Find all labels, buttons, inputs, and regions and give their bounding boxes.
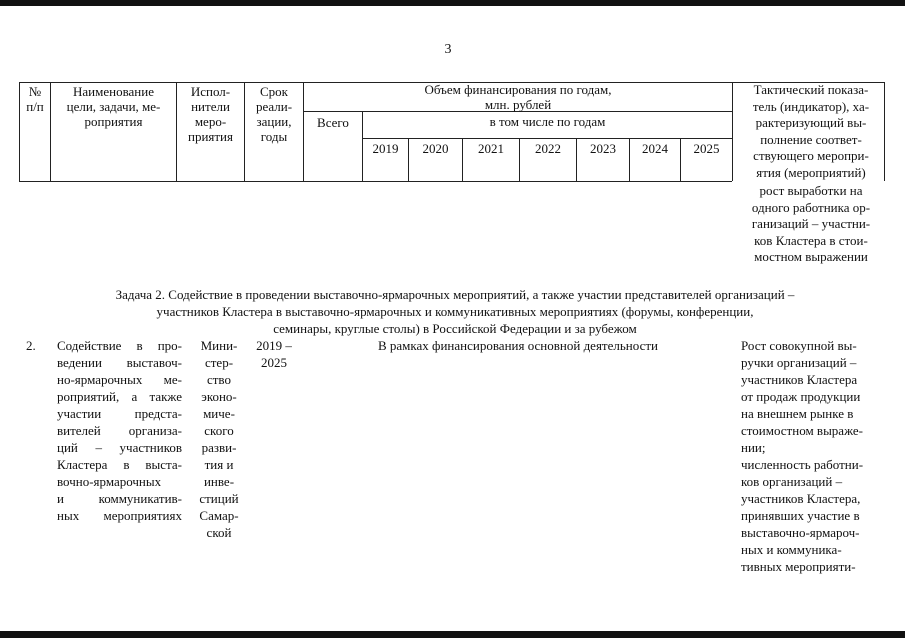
- year-2019: 2019: [372, 141, 399, 156]
- page-number: 3: [444, 42, 452, 57]
- previous-indicator-continuation: рост выработки на одного работника ор- ганизаций – участни- ков Кластера в стои- мостном выражении: [751, 183, 871, 264]
- row-number: 2.: [26, 338, 36, 353]
- task-heading: Задача 2. Содействие в проведении выставочно-ярмарочных мероприятий, а также участии представителей организаций – участников Кластера в выставочно-ярмарочных и коммуникативных мероприятиях (форумы, конференции, семинары, круглые столы) в Российской Федерации и за рубежом: [115, 287, 795, 336]
- header-executors: Испол- нители меро- приятия: [187, 84, 233, 144]
- header-total: Всего: [317, 115, 349, 130]
- bottom-border: [0, 631, 905, 638]
- header-funding: Объем финансирования по годам, млн. рублей: [424, 82, 612, 112]
- year-2025: 2025: [693, 141, 720, 156]
- header-indicator: Тактический показа- тель (индикатор), ха- рактеризующий вы- полнение соответ- ствующего меропри- ятия (мероприятий): [752, 82, 870, 180]
- row-indicator: Рост совокупной вы- ручки организаций – участников Кластера от продаж продукции на внешнем рынке в стоимостном выраже- нии; численность работни- ков организаций – участников Кластера, принявших участие в выставочно-ярмароч- ных и коммуника- тивных мероприяти-: [741, 338, 864, 574]
- header-name: Наименование цели, задачи, ме- роприятия: [66, 84, 161, 129]
- header-term: Срок реали- зации, годы: [255, 84, 293, 144]
- year-2021: 2021: [478, 141, 504, 156]
- row-funding: В рамках финансирования основной деятельности: [377, 338, 658, 353]
- row-name: Содействие в про- ведении выставоч- но-ярмарочных ме- роприятий, а также участии предста- вителей организа- ций – участников Кластера в выста- вочно-ярмарочных и коммуникатив- ных мероприятиях: [57, 338, 182, 523]
- year-2022: 2022: [535, 141, 561, 156]
- year-2020: 2020: [422, 141, 449, 156]
- top-border: [0, 0, 905, 6]
- row-term: 2019 – 2025: [256, 338, 292, 370]
- year-2023: 2023: [590, 141, 616, 156]
- header-num: № п/п: [26, 84, 44, 114]
- year-2024: 2024: [642, 141, 668, 156]
- row-executors: Мини- стер- ство эконо- миче- ского разви- тия и инве- стиций Самар- ской: [199, 338, 239, 540]
- header-by-years: в том числе по годам: [489, 114, 606, 129]
